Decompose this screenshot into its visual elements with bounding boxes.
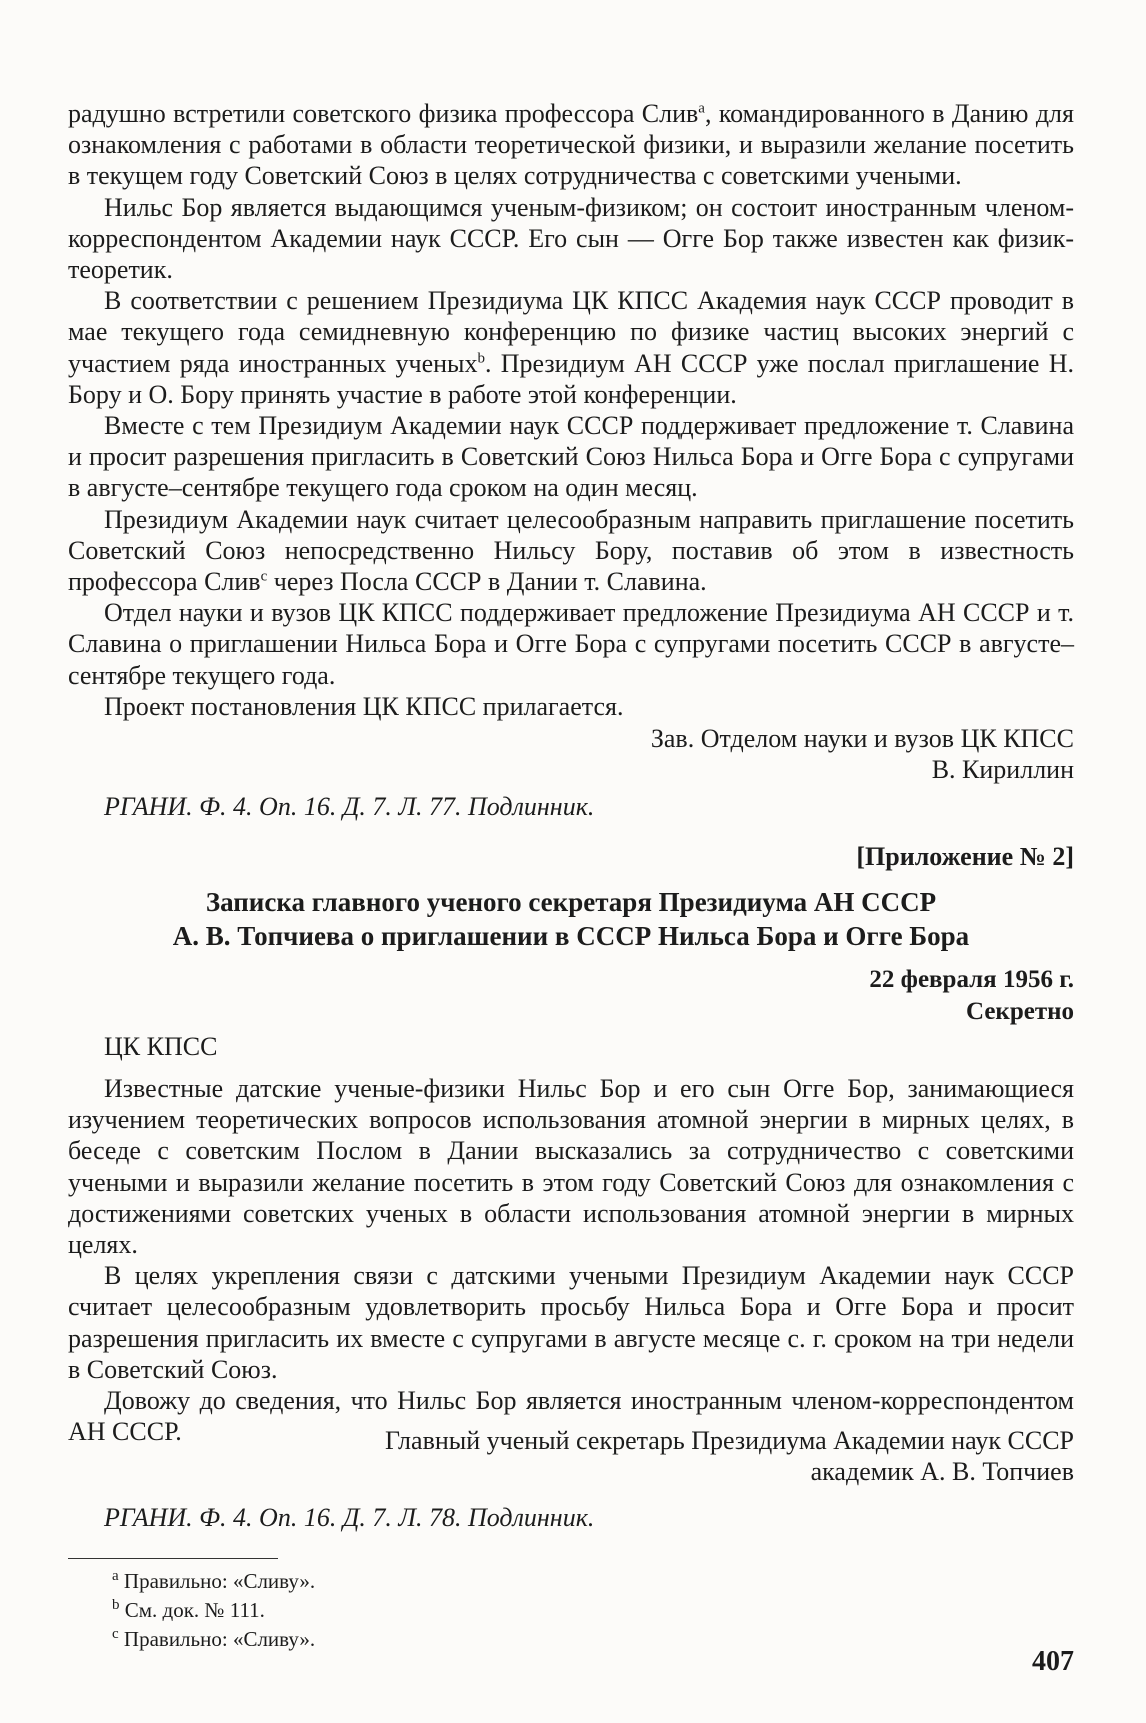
footnote-ref-c: c <box>260 568 268 585</box>
section1-paragraph-6: Отдел науки и вузов ЦК КПСС поддерживает предложение Президиума АН СССР и т. Славина о приглашении Нильса Бора и Огге Бора с супругами посетить СССР в августе–сентябре текущего года. <box>68 598 1074 690</box>
footnote-c: $^c$ Правильно: «Сливу». <box>112 1626 316 1651</box>
section2-paragraph-3: Довожу до сведения, что Нильс Бор является иностранным членом-корреспондентом АН СССР. <box>68 1386 1074 1447</box>
addressee: ЦК КПСС <box>104 1032 218 1061</box>
classification-stamp: Секретно <box>965 998 1074 1025</box>
footnote-b: $^b$ См. док. № 111. <box>112 1597 265 1622</box>
section2-signature: Главный ученый секретарь Президиума Академии наук СССР академик А. В. Топчиев <box>384 1426 1074 1486</box>
section2-title: Записка главного ученого секретаря Президиума АН СССР А. В. Топчиева о приглашении в СССР Нильса Бора и Огге Бора <box>172 887 970 951</box>
footnote-ref-a: a <box>698 100 705 117</box>
page-number: 407 <box>1032 1646 1074 1677</box>
section2-paragraph-2: В целях укрепления связи с датскими учеными Президиум Академии наук СССР считает целесообразным удовлетворить просьбу Нильса Бора и Огге Бора и просит разрешения пригласить их вместе с супругами в августе месяце с. г. сроком на три недели в Советский Союз. <box>68 1261 1074 1384</box>
section1-paragraph-4: Вместе с тем Президиум Академии наук СССР поддерживает предложение т. Славина и просит разрешения пригласить в Советский Союз Нильса Бора и Огге Бора с супругами в августе–сентябре текущего года сроком на один месяц. <box>68 411 1074 503</box>
section2-paragraph-1: Известные датские ученые-физики Нильс Бор и его сын Огге Бор, занимающиеся изучением теоретических вопросов использования атомной энергии в мирных целях, в беседе с советским Послом в Дании высказались за сотрудничество с советскими учеными и выразили желание посетить в этом году Советский Союз для ознакомления с достижениями советских ученых в области использования атомной энергии в мирных целях. <box>68 1074 1074 1260</box>
section1-paragraph-1: радушно встретили советского физика профессора Слив$^a$, командированного в Данию для ознакомления с работами в области теоретической физики, и выразили желание посетить в текущем году Советский Союз в целях сотрудничества с советскими учеными. <box>68 99 1074 191</box>
section1-paragraph-5: Президиум Академии наук считает целесообразным направить приглашение посетить Советский Союз непосредственно Нильсу Бору, поставив об этом в известность профессора Слив$^c$ через Посла СССР в Дании т. Славина. <box>68 504 1074 597</box>
section2-date-block <box>68 964 1074 1028</box>
document-date: 22 февраля 1956 г. <box>869 966 1074 993</box>
section2-archive-reference: РГАНИ. Ф. 4. Оп. 16. Д. 7. Л. 78. Подлинник. <box>104 1503 595 1532</box>
section1-paragraph-7: Проект постановления ЦК КПСС прилагается. <box>104 691 624 721</box>
appendix-label: [Приложение № 2] <box>856 842 1074 871</box>
footnotes <box>112 1567 315 1654</box>
footnote-ref-b: b <box>477 349 485 366</box>
section1-signature: Зав. Отделом науки и вузов ЦК КПСС В. Кириллин <box>650 724 1074 784</box>
section1-paragraph-2: Нильс Бор является выдающимся ученым-физиком; он состоит иностранным членом-корреспондентом Академии наук СССР. Его сын — Огге Бор также известен как физик-теоретик. <box>68 192 1074 285</box>
section2-body <box>68 1073 1074 1447</box>
section1-archive-reference: РГАНИ. Ф. 4. Оп. 16. Д. 7. Л. 77. Подлинник. <box>104 792 595 821</box>
footnote-a: $^a$ Правильно: «Сливу». <box>112 1568 316 1593</box>
footnote-divider <box>68 1558 278 1559</box>
section1-paragraph-3: В соответствии с решением Президиума ЦК КПСС Академия наук СССР проводит в мае текущего года семидневную конференцию по физике частиц высоких энергий с участием ряда иностранных ученых$^b$. Президиум АН СССР уже послал приглашение Н. Бору и О. Бору принять участие в работе этой конференции. <box>68 286 1075 409</box>
section1-body <box>68 98 1074 722</box>
